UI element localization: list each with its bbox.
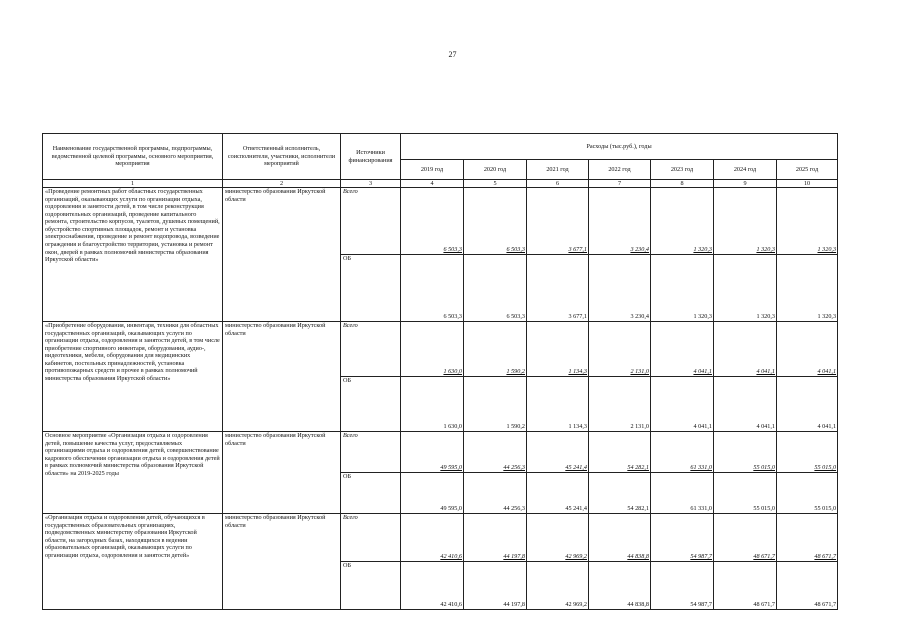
source-value: 1 320,3 [651,255,714,322]
column-number: 1 [43,180,223,188]
source-value: 42 969,2 [527,562,589,610]
table-row-total [43,322,838,377]
table-row-total [43,432,838,473]
total-value: 4 041,1 [651,322,714,377]
source-value: 4 041,1 [714,377,777,432]
source-value: 1 134,3 [527,377,589,432]
header-source: Источники финансирования [341,134,401,180]
source-label: ОБ [341,255,401,322]
executor-name: министерство образования Иркутской области [223,322,341,432]
executor-name: министерство образования Иркутской области [223,514,341,610]
total-value: 1 134,3 [527,322,589,377]
activity-name: «Приобретение оборудования, инвентаря, техники для областных государственных организаций, оказывающих услуги по организации отдыха, оздоровления и занятости детей, в том числе приобретение спортивного инвентаря, оборудования, аудио-, видеотехники, мебели, оборудования для медицинских кабинетов, постельных принадлежностей, установка противопожарных средств и прочее в рамках полномочий министерства образования Иркутской области» [43,322,223,432]
source-value: 54 282,1 [589,473,651,514]
source-value: 42 410,6 [401,562,464,610]
budget-table [42,133,838,610]
total-value: 6 503,3 [464,188,527,255]
total-value: 2 131,0 [589,322,651,377]
source-value: 1 630,0 [401,377,464,432]
column-number: 3 [341,180,401,188]
source-value: 61 331,0 [651,473,714,514]
source-value: 1 590,2 [464,377,527,432]
total-value: 4 041,1 [777,322,838,377]
total-value: 1 320,3 [777,188,838,255]
total-value: 6 503,3 [401,188,464,255]
source-value: 3 677,1 [527,255,589,322]
total-value: 3 230,4 [589,188,651,255]
total-value: 55 015,0 [777,432,838,473]
total-value: 44 838,8 [589,514,651,562]
column-number: 2 [223,180,341,188]
total-value: 48 671,7 [714,514,777,562]
source-value: 3 230,4 [589,255,651,322]
activity-name: «Проведение ремонтных работ областных государственных организаций, оказывающих услуги по организации отдыха, оздоровления и занятости детей, в том числе реконструкция оздоровительных организаций, проведение капитального ремонта, строительство корпусов, туалетов, душевых помещений, обустройство спортивных площадок, ремонт и установка электроснабжения, проведение и ремонт водопровода, возведение ограждения и благоустройство территории, установка и ремонт окон, дверей в рамках полномочий министерства образования Иркутской области» [43,188,223,322]
activity-name: Основное мероприятие «Организация отдыха и оздоровления детей, повышение качества услуг, предоставляемых организациями отдыха и оздоровления детей, совершенствование кадрового обеспечения организации отдыха и оздоровления детей в рамках полномочий министерства образования Иркутской области» на 2019-2025 годы [43,432,223,514]
total-value: 44 197,8 [464,514,527,562]
source-value: 54 987,7 [651,562,714,610]
total-value: 3 677,1 [527,188,589,255]
total-value: 49 595,0 [401,432,464,473]
header-year: 2023 год [651,160,714,180]
source-label: ОБ [341,562,401,610]
page-number: 27 [448,50,457,59]
source-value: 1 320,3 [714,255,777,322]
total-value: 42 410,6 [401,514,464,562]
activity-name: «Организация отдыха и оздоровления детей, обучающихся в государственных образовательных организациях, подведомственных министерству образования Иркутской области, на загородных базах, находящихся в ведении образовательных организаций, оказывающих услуги по организации отдыха, оздоровления и занятости детей» [43,514,223,610]
header-year: 2024 год [714,160,777,180]
column-number-row [43,180,838,188]
header-year: 2022 год [589,160,651,180]
source-value: 44 256,3 [464,473,527,514]
total-value: 45 241,4 [527,432,589,473]
column-number: 10 [777,180,838,188]
total-value: 48 671,7 [777,514,838,562]
source-value: 6 503,3 [401,255,464,322]
source-value: 2 131,0 [589,377,651,432]
total-value: 1 320,3 [651,188,714,255]
total-value: 61 331,0 [651,432,714,473]
source-value: 48 671,7 [714,562,777,610]
total-value: 4 041,1 [714,322,777,377]
source-value: 49 595,0 [401,473,464,514]
total-value: 54 987,7 [651,514,714,562]
source-value: 44 838,8 [589,562,651,610]
total-value: 1 320,3 [714,188,777,255]
total-value: 42 969,2 [527,514,589,562]
column-number: 4 [401,180,464,188]
total-value: 1 630,0 [401,322,464,377]
header-executor: Ответственный исполнитель, соисполнители, участники, исполнители мероприятий [223,134,341,180]
header-year: 2020 год [464,160,527,180]
source-value: 55 015,0 [714,473,777,514]
column-number: 9 [714,180,777,188]
source-value: 6 503,3 [464,255,527,322]
column-number: 6 [527,180,589,188]
total-value: 55 015,0 [714,432,777,473]
header-year: 2021 год [527,160,589,180]
source-value: 4 041,1 [651,377,714,432]
header-name: Наименование государственной программы, подпрограммы, ведомственной целевой программы, основного мероприятия, мероприятия [43,134,223,180]
source-total-label: Всего [341,322,401,377]
source-value: 4 041,1 [777,377,838,432]
source-label: ОБ [341,377,401,432]
table-row-total [43,188,838,255]
column-number: 5 [464,180,527,188]
source-total-label: Всего [341,188,401,255]
source-value: 55 015,0 [777,473,838,514]
source-total-label: Всего [341,432,401,473]
source-label: ОБ [341,473,401,514]
column-number: 7 [589,180,651,188]
header-year: 2019 год [401,160,464,180]
total-value: 44 256,3 [464,432,527,473]
source-value: 1 320,3 [777,255,838,322]
executor-name: министерство образования Иркутской области [223,188,341,322]
header-year: 2025 год [777,160,838,180]
column-number: 8 [651,180,714,188]
total-value: 54 282,1 [589,432,651,473]
source-total-label: Всего [341,514,401,562]
source-value: 44 197,8 [464,562,527,610]
table-row-total [43,514,838,562]
source-value: 48 671,7 [777,562,838,610]
executor-name: министерство образования Иркутской области [223,432,341,514]
total-value: 1 590,2 [464,322,527,377]
header-expenses: Расходы (тыс.руб.), годы [401,134,838,160]
source-value: 45 241,4 [527,473,589,514]
